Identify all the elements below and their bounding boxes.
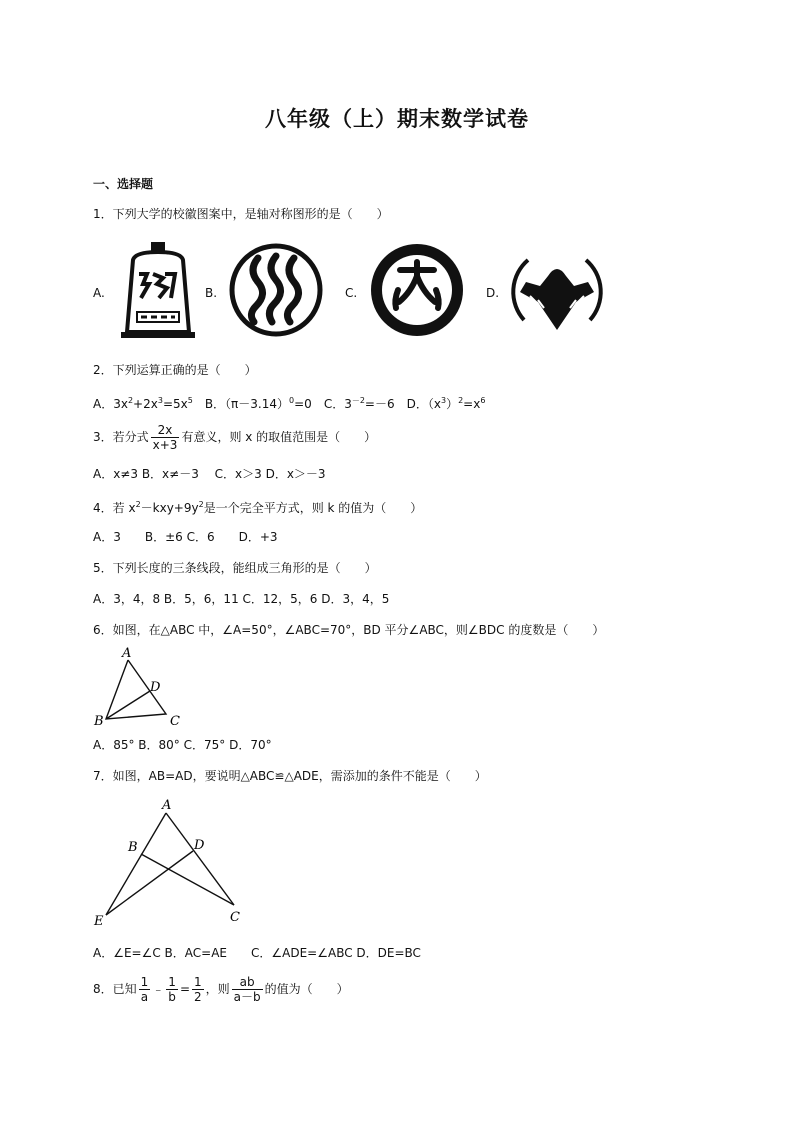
label-c: C — [230, 910, 240, 925]
question-6: 6．如图，在△ABC 中，∠A=50°，∠ABC=70°，BD 平分∠ABC，则∠BDC 的度数是（ ） — [93, 623, 605, 637]
section-heading: 一、选择题 — [93, 177, 154, 191]
eagle-emblem-icon — [508, 240, 606, 344]
question-5-options: A．3，4，8 B．5，6，11 C．12，5，6 D．3，4，5 — [93, 592, 390, 606]
q6-triangle-figure — [90, 643, 190, 735]
question-4-options: A．3 B．±6 C．6 D．+3 — [93, 530, 278, 544]
fraction: $\frac{1}{a}$ — [140, 975, 149, 1004]
question-7-options: A．∠E=∠C B．AC=AE C．∠ADE=∠ABC D．DE=BC — [93, 946, 421, 960]
question-3: 3．若分式 $\frac{2x}{x+3}$ 有意义，则 x 的取值范围是（ ） — [93, 423, 377, 452]
label-b: B — [94, 714, 104, 729]
question-7: 7．如图，AB=AD，要说明△ABC≌△ADE，需添加的条件不能是（ ） — [93, 769, 487, 783]
q1-option-a-label: A. — [93, 286, 105, 300]
label-a: A — [122, 646, 132, 661]
label-a: A — [162, 798, 172, 813]
q1-option-b-label: B. — [205, 286, 218, 300]
question-3-options: A．x≠3 B．x≠－3 C．x＞3 D．x＞－3 — [93, 467, 326, 481]
question-4: 4．若 $x^2-kxy+9y^2$是一个完全平方式，则 k 的值为（ ） — [93, 500, 423, 515]
label-d: D — [150, 680, 161, 695]
fraction: $\frac{1}{b}$ — [168, 975, 176, 1004]
question-2: 2．下列运算正确的是（ ） — [93, 363, 257, 377]
waves-emblem-icon — [228, 240, 324, 344]
label-e: E — [94, 914, 104, 929]
q1-option-d-label: D. — [486, 286, 500, 300]
label-b: B — [128, 840, 138, 855]
question-6-options: A．85° B．80° C．75° D．70° — [93, 738, 272, 752]
bell-emblem-icon — [117, 240, 199, 344]
seal-emblem-icon — [368, 240, 466, 344]
page-title: 八年级（上）期末数学试卷 — [265, 106, 529, 131]
fraction: $\frac{ab}{a-b}$ — [233, 975, 261, 1004]
fraction: $\frac{2x}{x+3}$ — [152, 423, 178, 452]
fraction: $\frac{1}{2}$ — [194, 975, 202, 1004]
question-5: 5．下列长度的三条线段，能组成三角形的是（ ） — [93, 561, 377, 575]
q7-triangle-figure — [90, 797, 250, 933]
label-c: C — [170, 714, 180, 729]
question-1: 1．下列大学的校徽图案中，是轴对称图形的是（ ） — [93, 207, 389, 221]
question-2-options: A．$3x^2+2x^3=5x^5$ B．$(\pi-3.14)^0=0$ C．$3^{-2}=-6$ D．$(x^3)^2=x^6$ — [93, 396, 486, 411]
question-8: 8．已知 $\frac{1}{a}$ ﹣ $\frac{1}{b}$ = $\frac{1}{2}$ ，则 $\frac{ab}{a-b}$ 的值为（ ） — [93, 975, 349, 1004]
q1-option-c-label: C. — [345, 286, 358, 300]
label-d: D — [194, 838, 205, 853]
